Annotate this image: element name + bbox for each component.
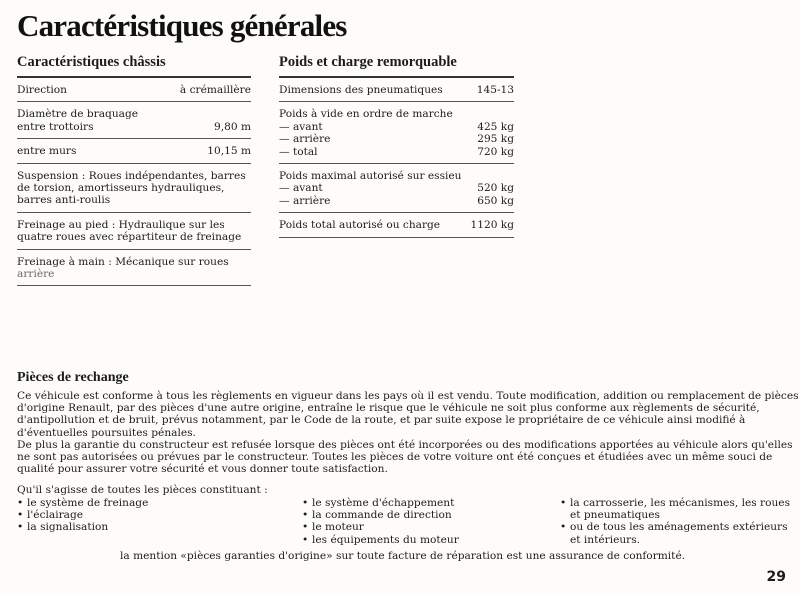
- row-value: 425 kg: [477, 120, 514, 133]
- row-label: de torsion, amortisseurs hydrauliques,: [17, 182, 225, 195]
- parts-line: qualité pour assurer votre sécurité et vous donner toute satisfaction.: [17, 463, 388, 476]
- row-line: [17, 194, 251, 206]
- list-item-text: • la carrosserie, les mécanismes, les roues: [570, 497, 791, 509]
- row-line: [17, 108, 251, 120]
- page-title: Caractéristiques générales: [17, 8, 347, 43]
- chassis-table: [17, 78, 251, 286]
- parts-list: [17, 484, 791, 546]
- row-line: [279, 146, 514, 158]
- table-row: [17, 139, 251, 163]
- closing-statement: la mention «pièces garanties d'origine» sur toute facture de réparation est une assurance de conformité.: [120, 550, 686, 562]
- row-label: entre murs: [17, 145, 77, 158]
- row-line: [279, 195, 514, 207]
- row-line: [17, 170, 251, 182]
- row-value: 145-13: [476, 84, 514, 96]
- row-line: [17, 182, 251, 194]
- row-label: Poids à vide en ordre de marche: [279, 108, 453, 121]
- row-line: [279, 84, 514, 96]
- row-label: Diamètre de braquage: [17, 108, 139, 121]
- row-line: [279, 219, 514, 231]
- row-value: 10,15 m: [207, 145, 251, 158]
- list-item: • les équipements du moteur: [302, 534, 459, 546]
- table-row: [17, 78, 251, 102]
- list-item: • l'éclairage: [17, 509, 148, 521]
- parts-line: De plus la garantie du constructeur est refusée lorsque des pièces ont été incorporées ou des modifications apportées au véhicule alors qu'elles: [17, 438, 793, 451]
- row-line: [17, 268, 251, 280]
- list-column-3: [560, 497, 790, 546]
- parts-line: ne sont pas autorisées ou prévues par le constructeur. Toutes les pièces de votre voiture ont été conçues et étudiées avec un même souci de: [17, 451, 773, 464]
- parts-line: Ce véhicule est conforme à tous les règlements en vigueur dans les pays où il est vendu. Toute modification, addition ou remplacement de pièces: [17, 390, 799, 402]
- row-line: [17, 256, 251, 268]
- row-label: Suspension : Roues indépendantes, barres: [17, 169, 246, 182]
- list-intro: Qu'il s'agisse de toutes les pièces constituant :: [17, 484, 268, 496]
- row-label: Poids total autorisé ou charge: [279, 219, 441, 232]
- row-line: [279, 170, 514, 182]
- row-label: — avant: [279, 120, 323, 133]
- table-row: [279, 164, 514, 213]
- row-value: 295 kg: [477, 133, 514, 146]
- row-line: [17, 219, 251, 231]
- row-label: — arrière: [279, 194, 331, 207]
- row-label: arrière: [17, 268, 55, 281]
- parts-line: d'origine Renault, par des pièces d'une autre origine, entraîne le risque que le véhicule ne soit plus conforme aux règlements de sécurité,: [17, 402, 760, 415]
- row-label: — total: [279, 145, 318, 158]
- row-value: 9,80 m: [213, 120, 251, 133]
- row-label: entre trottoirs: [17, 120, 94, 133]
- parts-section: [17, 370, 799, 476]
- list-column-1: [17, 497, 148, 534]
- row-line: [279, 121, 514, 133]
- poids-heading: Poids et charge remorquable: [279, 54, 514, 78]
- parts-line: d'éventuelles poursuites pénales.: [17, 426, 196, 439]
- list-item: • le système d'échappement: [302, 497, 459, 509]
- row-value: 520 kg: [477, 182, 514, 195]
- row-label: barres anti-roulis: [17, 194, 111, 207]
- parts-heading: Pièces de rechange: [17, 370, 129, 385]
- list-item: [560, 497, 790, 521]
- row-value: 650 kg: [477, 194, 514, 207]
- row-line: [279, 108, 514, 120]
- row-line: [279, 133, 514, 145]
- list-item: [560, 521, 790, 545]
- table-row: [279, 213, 514, 237]
- table-row: [17, 164, 251, 213]
- row-line: [17, 231, 251, 243]
- row-line: [17, 121, 251, 133]
- list-item: • la commande de direction: [302, 509, 459, 521]
- list-item: • la signalisation: [17, 521, 148, 533]
- table-row: [17, 250, 251, 287]
- row-line: [17, 145, 251, 157]
- row-label: quatre roues avec répartiteur de freinage: [17, 231, 242, 244]
- parts-line: d'antipollution et de bruit, prévus notamment, par le Code de la route, et par suite expose le propriétaire de ce véhicule ainsi modifié à: [17, 414, 746, 427]
- row-value: 720 kg: [477, 145, 514, 158]
- row-label: Poids maximal autorisé sur essieu: [279, 170, 462, 183]
- table-row: [279, 102, 514, 164]
- page-number: 29: [766, 569, 786, 585]
- row-value: 1120 kg: [470, 219, 514, 232]
- chassis-heading: Caractéristiques châssis: [17, 54, 251, 78]
- chassis-section: [17, 54, 251, 286]
- row-line: [279, 182, 514, 194]
- poids-table: [279, 78, 514, 238]
- list-item-text: et intérieurs.: [570, 533, 641, 546]
- row-label: — arrière: [279, 133, 331, 146]
- table-row: [17, 102, 251, 139]
- row-label: Freinage à main : Mécanique sur roues: [17, 255, 229, 268]
- list-item: • le système de freinage: [17, 497, 148, 509]
- list-item-text: et pneumatiques: [570, 509, 660, 522]
- list-item-text: • ou de tous les aménagements extérieurs: [570, 521, 788, 534]
- poids-section: [279, 54, 514, 238]
- row-label: Dimensions des pneumatiques: [279, 84, 443, 96]
- row-label: Freinage au pied : Hydraulique sur les: [17, 218, 225, 231]
- row-line: [17, 84, 251, 96]
- table-row: [279, 78, 514, 102]
- row-label: Direction: [17, 84, 67, 96]
- row-label: — avant: [279, 182, 323, 195]
- row-value: à crémaillère: [179, 84, 251, 96]
- list-item: • le moteur: [302, 521, 459, 533]
- table-row: [17, 213, 251, 250]
- list-column-2: [302, 497, 459, 546]
